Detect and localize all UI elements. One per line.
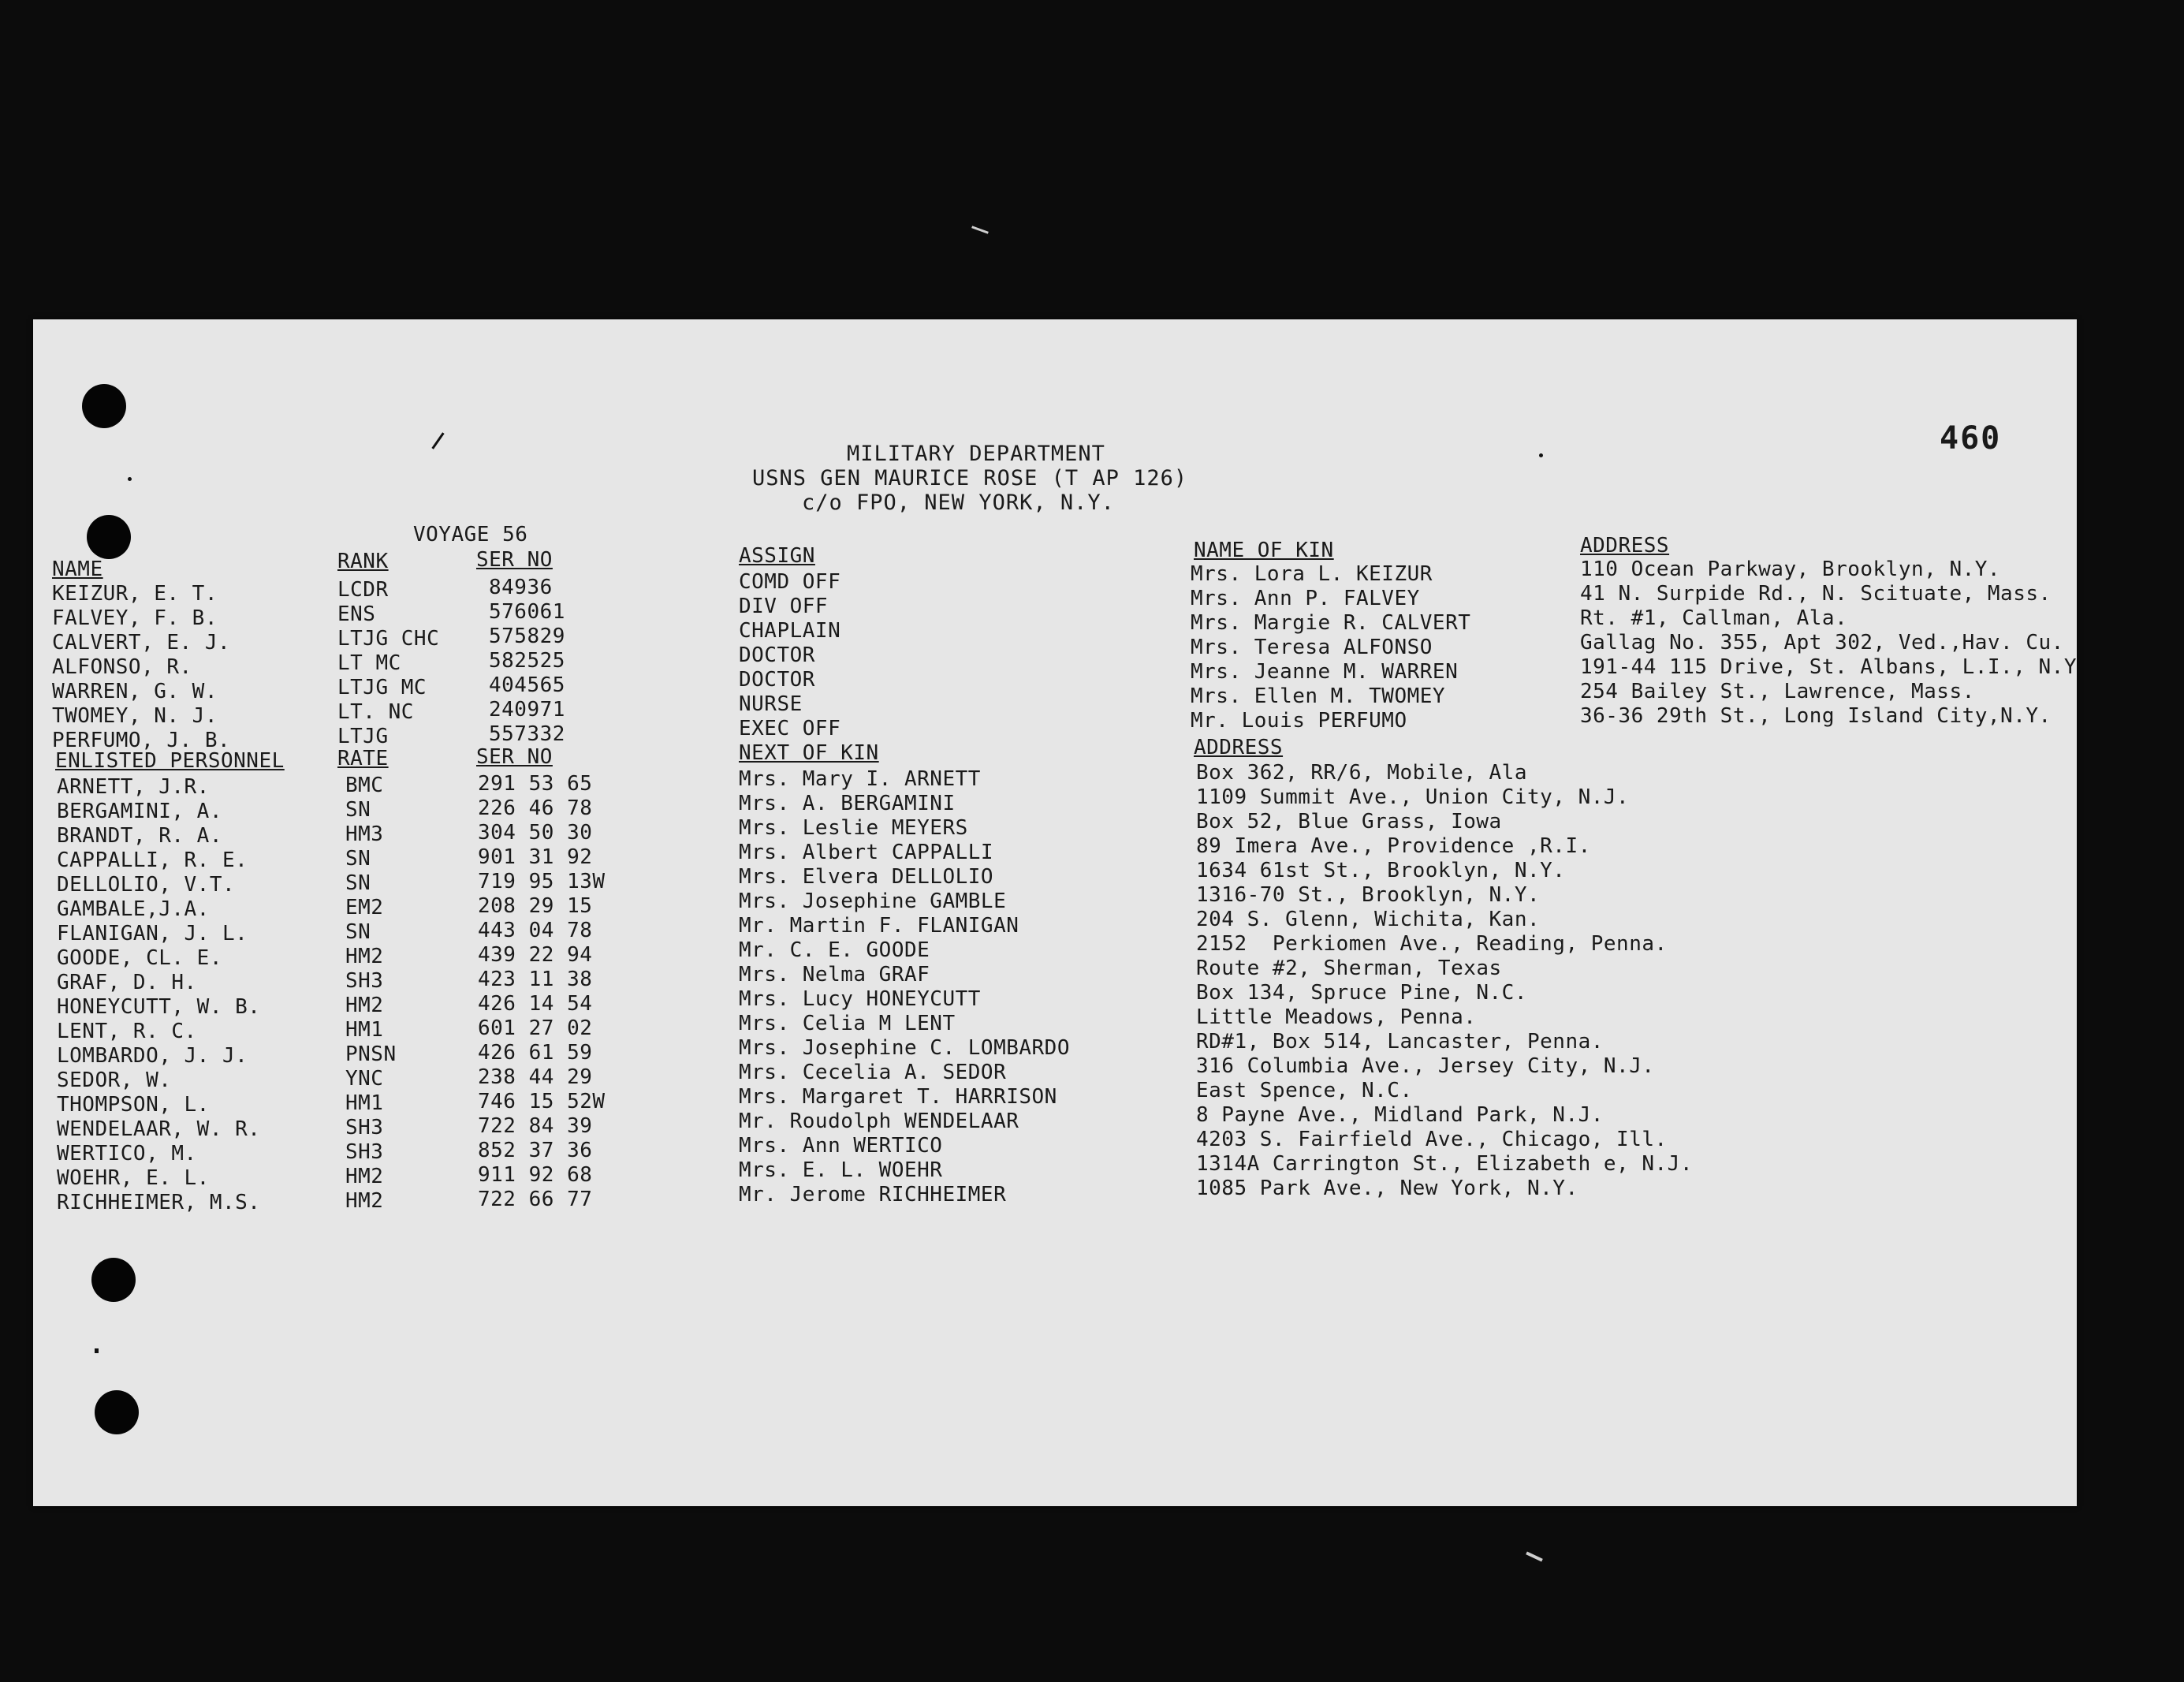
officer-ser-no: 575829: [489, 625, 565, 648]
col-header-ser-no: SER NO: [476, 548, 553, 572]
enlisted-kin: Mrs. Josephine C. LOMBARDO: [739, 1036, 1070, 1060]
col-header-name-of-kin: NAME OF KIN: [1194, 539, 1334, 562]
enlisted-kin: Mrs. Albert CAPPALLI: [739, 841, 994, 864]
enlisted-rate: HM2: [345, 945, 384, 968]
officer-assign: EXEC OFF: [739, 717, 841, 740]
officer-rank: LTJG: [337, 725, 389, 748]
col-header-enlisted-address: ADDRESS: [1194, 736, 1284, 759]
col-header-enlisted-personnel: ENLISTED PERSONNEL: [55, 749, 285, 773]
enlisted-rate: SH3: [345, 969, 384, 993]
enlisted-rate: SN: [345, 847, 371, 871]
officer-kin: Mr. Louis PERFUMO: [1191, 709, 1407, 733]
enlisted-name: ARNETT, J.R.: [57, 775, 210, 799]
enlisted-rate: SN: [345, 920, 371, 944]
officers-rank-column: [337, 578, 439, 749]
enlisted-address: 1085 Park Ave., New York, N.Y.: [1196, 1177, 1578, 1200]
enlisted-ser-no: 719 95 13W: [478, 870, 606, 893]
enlisted-address: Route #2, Sherman, Texas: [1196, 957, 1502, 980]
officer-ser-no: 557332: [489, 722, 565, 746]
enlisted-kin: Mrs. Nelma GRAF: [739, 963, 930, 986]
enlisted-ser-no: 746 15 52W: [478, 1090, 606, 1113]
enlisted-rate: YNC: [345, 1067, 384, 1091]
enlisted-ser-no: 208 29 15: [478, 894, 593, 918]
enlisted-rate-column: [345, 774, 397, 1214]
enlisted-address: East Spence, N.C.: [1196, 1079, 1413, 1102]
officer-address: 254 Bailey St., Lawrence, Mass.: [1580, 680, 1975, 703]
enlisted-name: LOMBARDO, J. J.: [57, 1044, 248, 1068]
enlisted-name: RICHHEIMER, M.S.: [57, 1191, 261, 1214]
officer-name: WARREN, G. W.: [52, 680, 218, 703]
enlisted-kin: Mrs. A. BERGAMINI: [739, 792, 956, 815]
officers-assign-column: [739, 570, 840, 741]
officers-ser-no-column: [489, 576, 565, 747]
officers-kin-column: [1191, 562, 1470, 733]
col-header-rank: RANK: [337, 550, 389, 573]
enlisted-kin: Mr. Martin F. FLANIGAN: [739, 914, 1019, 938]
officer-name: FALVEY, F. B.: [52, 606, 218, 630]
enlisted-address: RD#1, Box 514, Lancaster, Penna.: [1196, 1030, 1604, 1054]
col-header-rate: RATE: [337, 747, 389, 770]
enlisted-ser-no: 722 84 39: [478, 1114, 593, 1138]
enlisted-address: 8 Payne Ave., Midland Park, N.J.: [1196, 1103, 1604, 1127]
enlisted-address: 2152 Perkiomen Ave., Reading, Penna.: [1196, 932, 1668, 956]
enlisted-ser-no: 304 50 30: [478, 821, 593, 845]
enlisted-rate: PNSN: [345, 1042, 397, 1066]
officer-ser-no: 576061: [489, 600, 565, 624]
stray-mark: [1539, 453, 1543, 457]
enlisted-ser-no: 601 27 02: [478, 1016, 593, 1040]
enlisted-kin: Mrs. Mary I. ARNETT: [739, 767, 981, 791]
officer-assign: DOCTOR: [739, 668, 815, 692]
officer-rank: LCDR: [337, 578, 389, 602]
enlisted-rate: HM1: [345, 1018, 384, 1042]
enlisted-name: LENT, R. C.: [57, 1020, 197, 1043]
enlisted-address: 89 Imera Ave., Providence ,R.I.: [1196, 834, 1591, 858]
enlisted-kin: Mrs. Celia M LENT: [739, 1012, 956, 1035]
enlisted-ser-no: 852 37 36: [478, 1139, 593, 1162]
punch-hole: [95, 1390, 139, 1434]
punch-hole: [87, 515, 131, 559]
enlisted-kin: Mr. C. E. GOODE: [739, 938, 930, 962]
col-header-assign: ASSIGN: [739, 544, 815, 568]
officer-name: CALVERT, E. J.: [52, 631, 231, 655]
enlisted-rate: HM3: [345, 822, 384, 846]
enlisted-kin: Mrs. Cecelia A. SEDOR: [739, 1061, 1007, 1084]
enlisted-ser-no-column: [478, 772, 606, 1212]
document-sheet: [33, 319, 2077, 1506]
enlisted-kin: Mrs. Margaret T. HARRISON: [739, 1085, 1057, 1109]
enlisted-rate: HM1: [345, 1091, 384, 1115]
enlisted-kin: Mrs. Ann WERTICO: [739, 1134, 943, 1158]
enlisted-address: 1314A Carrington St., Elizabeth e, N.J.: [1196, 1152, 1693, 1176]
page-number: 460: [1940, 420, 2002, 457]
enlisted-address: 204 S. Glenn, Wichita, Kan.: [1196, 908, 1541, 931]
col-header-address: ADDRESS: [1580, 534, 1670, 558]
officer-address: Gallag No. 355, Apt 302, Ved.,Hav. Cu.: [1580, 631, 2064, 655]
voyage-label: VOYAGE 56: [413, 523, 528, 546]
enlisted-ser-no: 226 46 78: [478, 796, 593, 820]
enlisted-rate: HM2: [345, 1189, 384, 1213]
officer-address: 36-36 29th St., Long Island City,N.Y.: [1580, 704, 2052, 728]
enlisted-ser-no: 439 22 94: [478, 943, 593, 967]
header-address: c/o FPO, NEW YORK, N.Y.: [802, 490, 1115, 515]
enlisted-address: 1109 Summit Ave., Union City, N.J.: [1196, 785, 1630, 809]
enlisted-name: CAPPALLI, R. E.: [57, 848, 248, 872]
officer-name: ALFONSO, R.: [52, 655, 192, 679]
stray-mark: [95, 1348, 99, 1353]
enlisted-name: WERTICO, M.: [57, 1142, 197, 1165]
enlisted-address: 1316-70 St., Brooklyn, N.Y.: [1196, 883, 1541, 907]
header-department: MILITARY DEPARTMENT: [847, 442, 1105, 466]
enlisted-kin: Mrs. Leslie MEYERS: [739, 816, 968, 840]
header-ship-name: USNS GEN MAURICE ROSE (T AP 126): [752, 466, 1188, 490]
enlisted-kin: Mr. Jerome RICHHEIMER: [739, 1183, 1007, 1206]
enlisted-name: FLANIGAN, J. L.: [57, 922, 248, 945]
enlisted-rate: SH3: [345, 1140, 384, 1164]
enlisted-address: 4203 S. Fairfield Ave., Chicago, Ill.: [1196, 1128, 1668, 1151]
enlisted-rate: HM2: [345, 1165, 384, 1188]
enlisted-name: DELLOLIO, V.T.: [57, 873, 236, 897]
enlisted-ser-no: 291 53 65: [478, 772, 593, 796]
col-header-name: NAME: [52, 558, 103, 581]
enlisted-kin: Mrs. E. L. WOEHR: [739, 1158, 943, 1182]
enlisted-rate: BMC: [345, 774, 384, 797]
punch-hole: [91, 1258, 136, 1302]
enlisted-address: Box 52, Blue Grass, Iowa: [1196, 810, 1502, 834]
stray-mark: [128, 477, 132, 481]
enlisted-name: THOMPSON, L.: [57, 1093, 210, 1117]
officer-kin: Mrs. Jeanne M. WARREN: [1191, 660, 1459, 684]
officer-rank: ENS: [337, 602, 376, 626]
stray-mark: [431, 432, 444, 449]
officer-name: KEIZUR, E. T.: [52, 582, 218, 606]
enlisted-ser-no: 238 44 29: [478, 1065, 593, 1089]
officer-kin: Mrs. Ellen M. TWOMEY: [1191, 684, 1446, 708]
officer-address: 191-44 115 Drive, St. Albans, L.I., N.Y: [1580, 655, 2077, 679]
officer-name: PERFUMO, J. B.: [52, 729, 231, 752]
enlisted-rate: SH3: [345, 1116, 384, 1139]
enlisted-address: 316 Columbia Ave., Jersey City, N.J.: [1196, 1054, 1655, 1078]
enlisted-kin: Mrs. Elvera DELLOLIO: [739, 865, 994, 889]
enlisted-name: GOODE, CL. E.: [57, 946, 222, 970]
enlisted-address: Box 134, Spruce Pine, N.C.: [1196, 981, 1527, 1005]
officer-assign: DIV OFF: [739, 595, 829, 618]
enlisted-kin: Mrs. Josephine GAMBLE: [739, 889, 1007, 913]
officer-ser-no: 582525: [489, 649, 565, 673]
enlisted-ser-no: 423 11 38: [478, 968, 593, 991]
officer-ser-no: 240971: [489, 698, 565, 722]
enlisted-name: BERGAMINI, A.: [57, 800, 222, 823]
enlisted-rate: SN: [345, 871, 371, 895]
enlisted-address: Little Meadows, Penna.: [1196, 1005, 1477, 1029]
officer-address: Rt. #1, Callman, Ala.: [1580, 606, 1848, 630]
scan-mark: [971, 226, 989, 233]
enlisted-ser-no: 443 04 78: [478, 919, 593, 942]
officer-address: 41 N. Surpide Rd., N. Scituate, Mass.: [1580, 582, 2052, 606]
enlisted-address: 1634 61st St., Brooklyn, N.Y.: [1196, 859, 1566, 882]
officer-rank: LTJG CHC: [337, 627, 440, 651]
enlisted-ser-no: 426 61 59: [478, 1041, 593, 1065]
enlisted-ser-no: 911 92 68: [478, 1163, 593, 1187]
officer-address: 110 Ocean Parkway, Brooklyn, N.Y.: [1580, 558, 2001, 581]
enlisted-rate: HM2: [345, 994, 384, 1017]
col-header-enlisted-ser-no: SER NO: [476, 745, 553, 769]
punch-hole: [82, 384, 126, 428]
officer-name: TWOMEY, N. J.: [52, 704, 218, 728]
officer-assign: DOCTOR: [739, 643, 815, 667]
enlisted-name: SEDOR, W.: [57, 1068, 172, 1092]
enlisted-kin: Mrs. Lucy HONEYCUTT: [739, 987, 981, 1011]
enlisted-name: BRANDT, R. A.: [57, 824, 222, 848]
enlisted-name: HONEYCUTT, W. B.: [57, 995, 261, 1019]
officers-address-column: [1580, 558, 2077, 729]
officer-rank: LT MC: [337, 651, 401, 675]
officer-kin: Mrs. Teresa ALFONSO: [1191, 636, 1433, 659]
officer-assign: NURSE: [739, 692, 803, 716]
enlisted-name-column: [57, 775, 260, 1215]
officer-rank: LT. NC: [337, 700, 414, 724]
enlisted-name: GRAF, D. H.: [57, 971, 197, 994]
officer-ser-no: 84936: [489, 576, 553, 599]
enlisted-ser-no: 901 31 92: [478, 845, 593, 869]
enlisted-name: WOEHR, E. L.: [57, 1166, 210, 1190]
enlisted-rate: SN: [345, 798, 371, 822]
enlisted-address-column: [1196, 761, 1693, 1201]
officer-assign: COMD OFF: [739, 570, 841, 594]
officer-kin: Mrs. Margie R. CALVERT: [1191, 611, 1471, 635]
col-header-next-of-kin: NEXT OF KIN: [739, 741, 879, 765]
officers-name-column: [52, 582, 230, 753]
officer-kin: Mrs. Ann P. FALVEY: [1191, 587, 1420, 610]
enlisted-name: WENDELAAR, W. R.: [57, 1117, 261, 1141]
enlisted-address: Box 362, RR/6, Mobile, Ala: [1196, 761, 1527, 785]
officer-ser-no: 404565: [489, 673, 565, 697]
enlisted-ser-no: 722 66 77: [478, 1188, 593, 1211]
scan-mark: [1526, 1552, 1543, 1562]
enlisted-ser-no: 426 14 54: [478, 992, 593, 1016]
enlisted-rate: EM2: [345, 896, 384, 919]
enlisted-kin-column: [739, 767, 1070, 1207]
enlisted-name: GAMBALE,J.A.: [57, 897, 210, 921]
officer-kin: Mrs. Lora L. KEIZUR: [1191, 562, 1433, 586]
enlisted-kin: Mr. Roudolph WENDELAAR: [739, 1110, 1019, 1133]
officer-assign: CHAPLAIN: [739, 619, 841, 643]
officer-rank: LTJG MC: [337, 676, 427, 699]
